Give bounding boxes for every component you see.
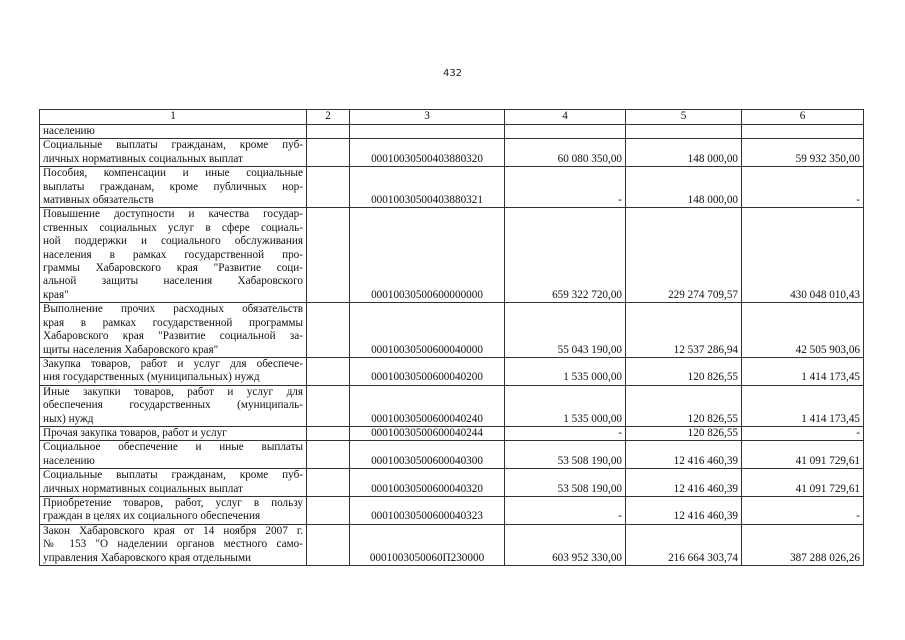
classification-code-cell: 0001003050060П230000 xyxy=(350,524,505,565)
approved-amount-cell: 60 080 350,00 xyxy=(505,139,626,167)
table-row xyxy=(40,167,864,208)
row-name-line: Социальные выплаты гражданам, кроме пуб- xyxy=(43,139,303,152)
approved-amount-cell: 53 508 190,00 xyxy=(505,469,626,497)
unexecuted-amount-cell: 1 414 173,45 xyxy=(742,357,864,385)
col2-cell xyxy=(307,469,350,497)
executed-amount-cell: 12 416 460,39 xyxy=(626,469,742,497)
col2-cell xyxy=(307,303,350,358)
row-name-line: выплаты гражданам, кроме публичных нор- xyxy=(43,180,303,193)
row-name-line: ния государственных (муниципальных) нужд xyxy=(43,371,260,384)
classification-code-cell: 00010030500600040320 xyxy=(350,469,505,497)
col2-cell xyxy=(307,167,350,208)
row-name-line: Социальные выплаты гражданам, кроме пуб- xyxy=(43,469,303,482)
row-name-cell xyxy=(40,426,307,440)
classification-code-cell: 00010030500600000000 xyxy=(350,208,505,303)
unexecuted-amount-cell: 430 048 010,43 xyxy=(742,208,864,303)
row-name-cell xyxy=(40,208,307,303)
col2-cell xyxy=(307,426,350,440)
unexecuted-amount-cell: 41 091 729,61 xyxy=(742,441,864,469)
classification-code-cell: 00010030500403880320 xyxy=(350,139,505,167)
row-name-line: края в рамках государственной программы xyxy=(43,316,303,329)
approved-amount-cell: 55 043 190,00 xyxy=(505,303,626,358)
unexecuted-amount-cell: 42 505 903,06 xyxy=(742,303,864,358)
classification-code-cell: 00010030500600040300 xyxy=(350,441,505,469)
row-name-line: Пособия, компенсации и иные социальные xyxy=(43,167,303,180)
row-name-line: обеспечения государственных (муниципаль- xyxy=(43,399,303,412)
row-name-line: населения в рамках государственной про- xyxy=(43,248,303,261)
budget-table xyxy=(39,109,864,566)
executed-amount-cell: 148 000,00 xyxy=(626,167,742,208)
column-header: 2 xyxy=(307,110,350,125)
table-row xyxy=(40,357,864,385)
column-header: 4 xyxy=(505,110,626,125)
classification-code-cell: 00010030500600040200 xyxy=(350,357,505,385)
executed-amount-cell: 12 416 460,39 xyxy=(626,441,742,469)
approved-amount-cell: 603 952 330,00 xyxy=(505,524,626,565)
row-name-line: Приобретение товаров, работ, услуг в пользу xyxy=(43,496,303,509)
table-row xyxy=(40,208,864,303)
row-name-line: щиты населения Хабаровского края" xyxy=(43,343,219,356)
approved-amount-cell: 1 535 000,00 xyxy=(505,357,626,385)
col2-cell xyxy=(307,496,350,524)
unexecuted-amount-cell: 59 932 350,00 xyxy=(742,139,864,167)
table-row xyxy=(40,426,864,440)
executed-amount-cell: 12 537 286,94 xyxy=(626,303,742,358)
table-row xyxy=(40,125,864,139)
table-row xyxy=(40,496,864,524)
row-name-line: управления Хабаровского края отдельными xyxy=(43,551,252,564)
row-name-cell xyxy=(40,441,307,469)
table-row xyxy=(40,385,864,426)
row-name-line: края" xyxy=(43,288,69,301)
row-name-cell xyxy=(40,524,307,565)
executed-amount-cell: 120 826,55 xyxy=(626,426,742,440)
row-name-line: ной поддержки и социального обслуживания xyxy=(43,235,303,248)
approved-amount-cell: - xyxy=(505,426,626,440)
row-name-line: личных нормативных социальных выплат xyxy=(43,152,243,165)
row-name-line: ственных социальных услуг в сфере социаль- xyxy=(43,221,303,234)
row-name-cell xyxy=(40,469,307,497)
table-header-row xyxy=(40,110,864,125)
classification-code-cell: 00010030500600040000 xyxy=(350,303,505,358)
row-name-line: Повышение доступности и качества государ- xyxy=(43,208,303,221)
table-row xyxy=(40,524,864,565)
col2-cell xyxy=(307,357,350,385)
row-name-line: личных нормативных социальных выплат xyxy=(43,482,243,495)
row-name-line: ных) нужд xyxy=(43,412,94,425)
approved-amount-cell: - xyxy=(505,496,626,524)
table-row xyxy=(40,441,864,469)
row-name-cell xyxy=(40,496,307,524)
col2-cell xyxy=(307,208,350,303)
classification-code-cell: 00010030500600040244 xyxy=(350,426,505,440)
executed-amount-cell: 120 826,55 xyxy=(626,357,742,385)
classification-code-cell: 00010030500403880321 xyxy=(350,167,505,208)
col2-cell xyxy=(307,441,350,469)
executed-amount-cell xyxy=(626,125,742,139)
row-name-line: граммы Хабаровского края "Развитие соци- xyxy=(43,262,303,275)
row-name-line: населению xyxy=(43,125,95,137)
row-name-line: Социальное обеспечение и иные выплаты xyxy=(43,441,303,454)
table-row xyxy=(40,469,864,497)
row-name-line: Закупка товаров, работ и услуг для обеспече- xyxy=(43,357,303,370)
classification-code-cell: 00010030500600040240 xyxy=(350,385,505,426)
column-header: 6 xyxy=(742,110,864,125)
page-number: 432 xyxy=(442,68,463,79)
row-name-line: Иные закупки товаров, работ и услуг для xyxy=(43,385,303,398)
row-name-cell xyxy=(40,303,307,358)
row-name-cell xyxy=(40,139,307,167)
row-name-line: Выполнение прочих расходных обязательств xyxy=(43,303,303,316)
row-name-line: населению xyxy=(43,454,95,467)
unexecuted-amount-cell: 387 288 026,26 xyxy=(742,524,864,565)
executed-amount-cell: 12 416 460,39 xyxy=(626,496,742,524)
unexecuted-amount-cell: - xyxy=(742,426,864,440)
col2-cell xyxy=(307,125,350,139)
column-header: 3 xyxy=(350,110,505,125)
unexecuted-amount-cell xyxy=(742,125,864,139)
executed-amount-cell: 120 826,55 xyxy=(626,385,742,426)
row-name-cell xyxy=(40,385,307,426)
row-name-line: Закон Хабаровского края от 14 ноября 2007 г. xyxy=(43,524,303,537)
row-name-line: Хабаровского края "Развитие социальной за- xyxy=(43,330,303,343)
executed-amount-cell: 229 274 709,57 xyxy=(626,208,742,303)
row-name-line: альной защиты населения Хабаровского xyxy=(43,275,303,288)
column-header: 5 xyxy=(626,110,742,125)
row-name-cell xyxy=(40,125,307,139)
unexecuted-amount-cell: - xyxy=(742,496,864,524)
table-row xyxy=(40,139,864,167)
executed-amount-cell: 148 000,00 xyxy=(626,139,742,167)
row-name-line: граждан в целях их социального обеспечения xyxy=(43,510,261,523)
classification-code-cell: 00010030500600040323 xyxy=(350,496,505,524)
row-name-cell xyxy=(40,357,307,385)
executed-amount-cell: 216 664 303,74 xyxy=(626,524,742,565)
col2-cell xyxy=(307,524,350,565)
col2-cell xyxy=(307,385,350,426)
unexecuted-amount-cell: 41 091 729,61 xyxy=(742,469,864,497)
col2-cell xyxy=(307,139,350,167)
approved-amount-cell: 53 508 190,00 xyxy=(505,441,626,469)
row-name-line: № 153 "О наделении органов местного само- xyxy=(43,538,303,551)
approved-amount-cell: 659 322 720,00 xyxy=(505,208,626,303)
approved-amount-cell: 1 535 000,00 xyxy=(505,385,626,426)
row-name-line: мативных обязательств xyxy=(43,194,154,207)
unexecuted-amount-cell: - xyxy=(742,167,864,208)
approved-amount-cell xyxy=(505,125,626,139)
row-name-cell xyxy=(40,167,307,208)
unexecuted-amount-cell: 1 414 173,45 xyxy=(742,385,864,426)
row-name-line: Прочая закупка товаров, работ и услуг xyxy=(43,426,227,439)
table-row xyxy=(40,303,864,358)
approved-amount-cell: - xyxy=(505,167,626,208)
column-header: 1 xyxy=(40,110,307,125)
classification-code-cell xyxy=(350,125,505,139)
